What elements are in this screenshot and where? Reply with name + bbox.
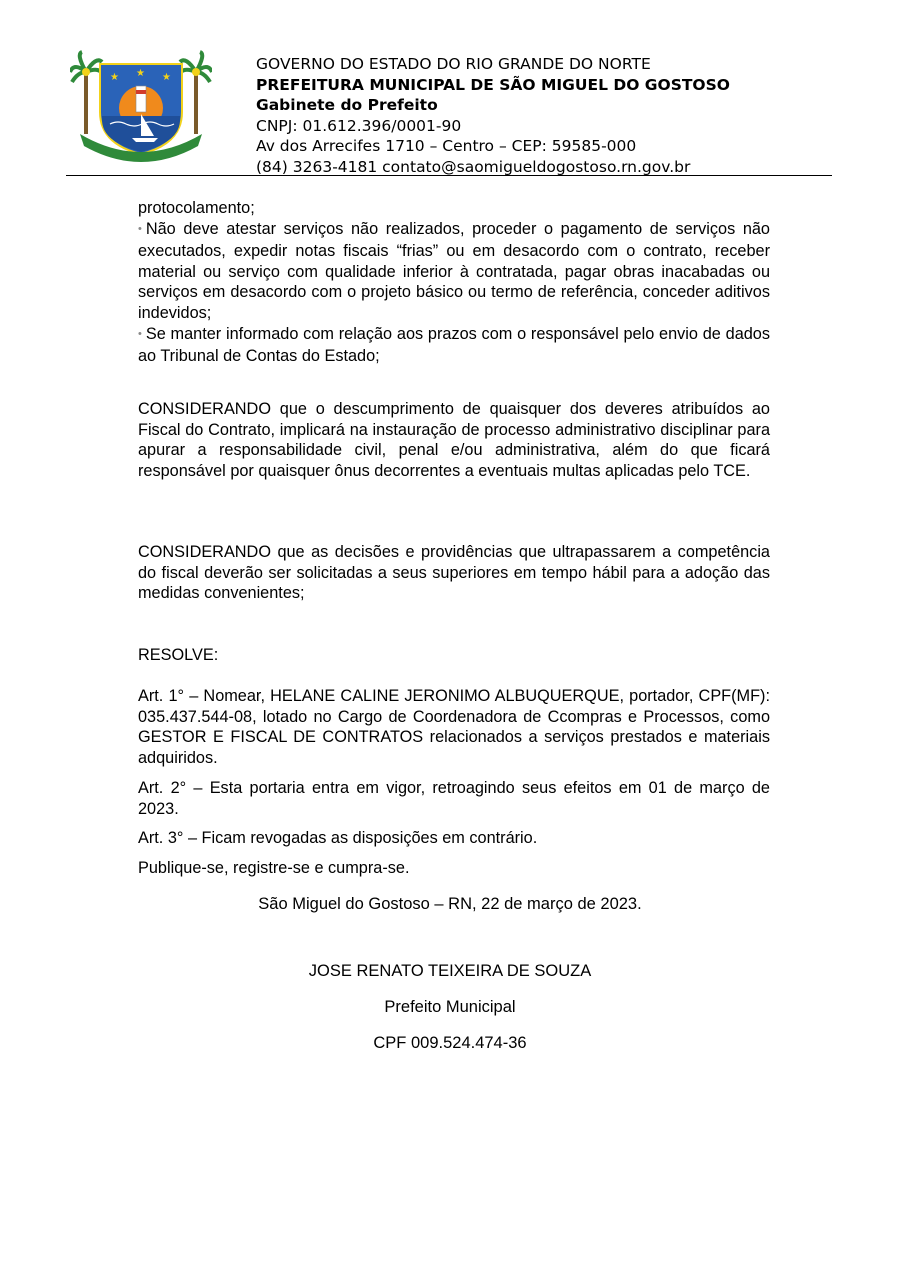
considerando-paragraph-1: [138, 399, 770, 481]
svg-text:★: ★: [110, 72, 119, 83]
publication-clause: [138, 858, 770, 879]
signatory-cpf: CPF 009.524.474-36: [373, 1034, 527, 1052]
office-line: Gabinete do Prefeito: [256, 96, 438, 115]
government-line: GOVERNO DO ESTADO DO RIO GRANDE DO NORTE: [256, 55, 651, 73]
bullet-text: Não deve atestar serviços não realizados, proceder o pagamento de serviços não executados, expedir notas fiscais “frias” ou em desacordo com o contrato, receber material ou serviço com qualidade inferior à contratada, pagar obras inacabadas ou serviços em desacordo com o projeto básico ou termo de referência, conceder aditivos indevidos;: [138, 219, 770, 322]
bullet-text: Se manter informado com relação aos prazos com o responsável pelo envio de dados ao Tribunal de Contas do Estado;: [138, 324, 770, 366]
article-1: [138, 686, 770, 768]
letterhead: [0, 0, 900, 180]
publication-text: Publique-se, registre-se e cumpra-se.: [138, 859, 410, 877]
signatory-role: Prefeito Municipal: [384, 998, 516, 1016]
resolve-text: RESOLVE:: [138, 646, 219, 664]
article-text: Art. 2° – Esta portaria entra em vigor, retroagindo seus efeitos em 01 de março de 2023.: [138, 779, 770, 818]
article-2: [138, 778, 770, 819]
prefecture-line: PREFEITURA MUNICIPAL DE SÃO MIGUEL DO GOSTOSO: [256, 75, 730, 94]
svg-text:★: ★: [136, 68, 145, 79]
bullet-item: [138, 219, 770, 324]
bullet-item: [138, 324, 770, 367]
letterhead-text: [256, 54, 846, 178]
article-text: Art. 1° – Nomear, HELANE CALINE JERONIMO ALBUQUERQUE, portador, CPF(MF): 035.437.544-08, lotado no Cargo de Coordenadora de Ccompras e Processos, como GESTOR E FISCAL DE CONTRATOS relacionados a serviços prestados e materiais adquiridos.: [138, 687, 770, 767]
paragraph-text: CONSIDERANDO que o descumprimento de quaisquer dos deveres atribuídos ao Fiscal do Contrato, implicará na instauração de processo administrativo disciplinar para apurar a responsabilidade civil, penal e/ou administrativa, além do que ficará responsável por quaisquer ônus decorrentes a eventuais multas aplicadas pelo TCE.: [138, 400, 770, 480]
article-3: [138, 828, 770, 849]
address-line: Av dos Arrecifes 1710 – Centro – CEP: 59585-000: [256, 137, 637, 156]
article-text: Art. 3° – Ficam revogadas as disposições em contrário.: [138, 829, 538, 847]
cnpj-line: CNPJ: 01.612.396/0001-90: [256, 116, 462, 135]
svg-text:★: ★: [162, 72, 171, 83]
obligations-block: [138, 198, 770, 367]
contact-line: (84) 3263-4181 contato@saomigueldogostoso.rn.gov.br: [256, 157, 691, 176]
municipal-crest-icon: [70, 50, 212, 162]
considerando-paragraph-2: [138, 542, 770, 604]
paragraph-protocolamento: protocolamento;: [138, 199, 255, 217]
place-and-date: São Miguel do Gostoso – RN, 22 de março de 2023.: [258, 895, 642, 913]
header-divider: [66, 175, 832, 176]
paragraph-text: CONSIDERANDO que as decisões e providências que ultrapassarem a competência do fiscal deverão ser solicitadas a seus superiores em tempo hábil para a adoção das medidas convenientes;: [138, 543, 770, 603]
signatory-name: JOSE RENATO TEIXEIRA DE SOUZA: [308, 962, 592, 980]
resolve-heading: [138, 645, 770, 666]
